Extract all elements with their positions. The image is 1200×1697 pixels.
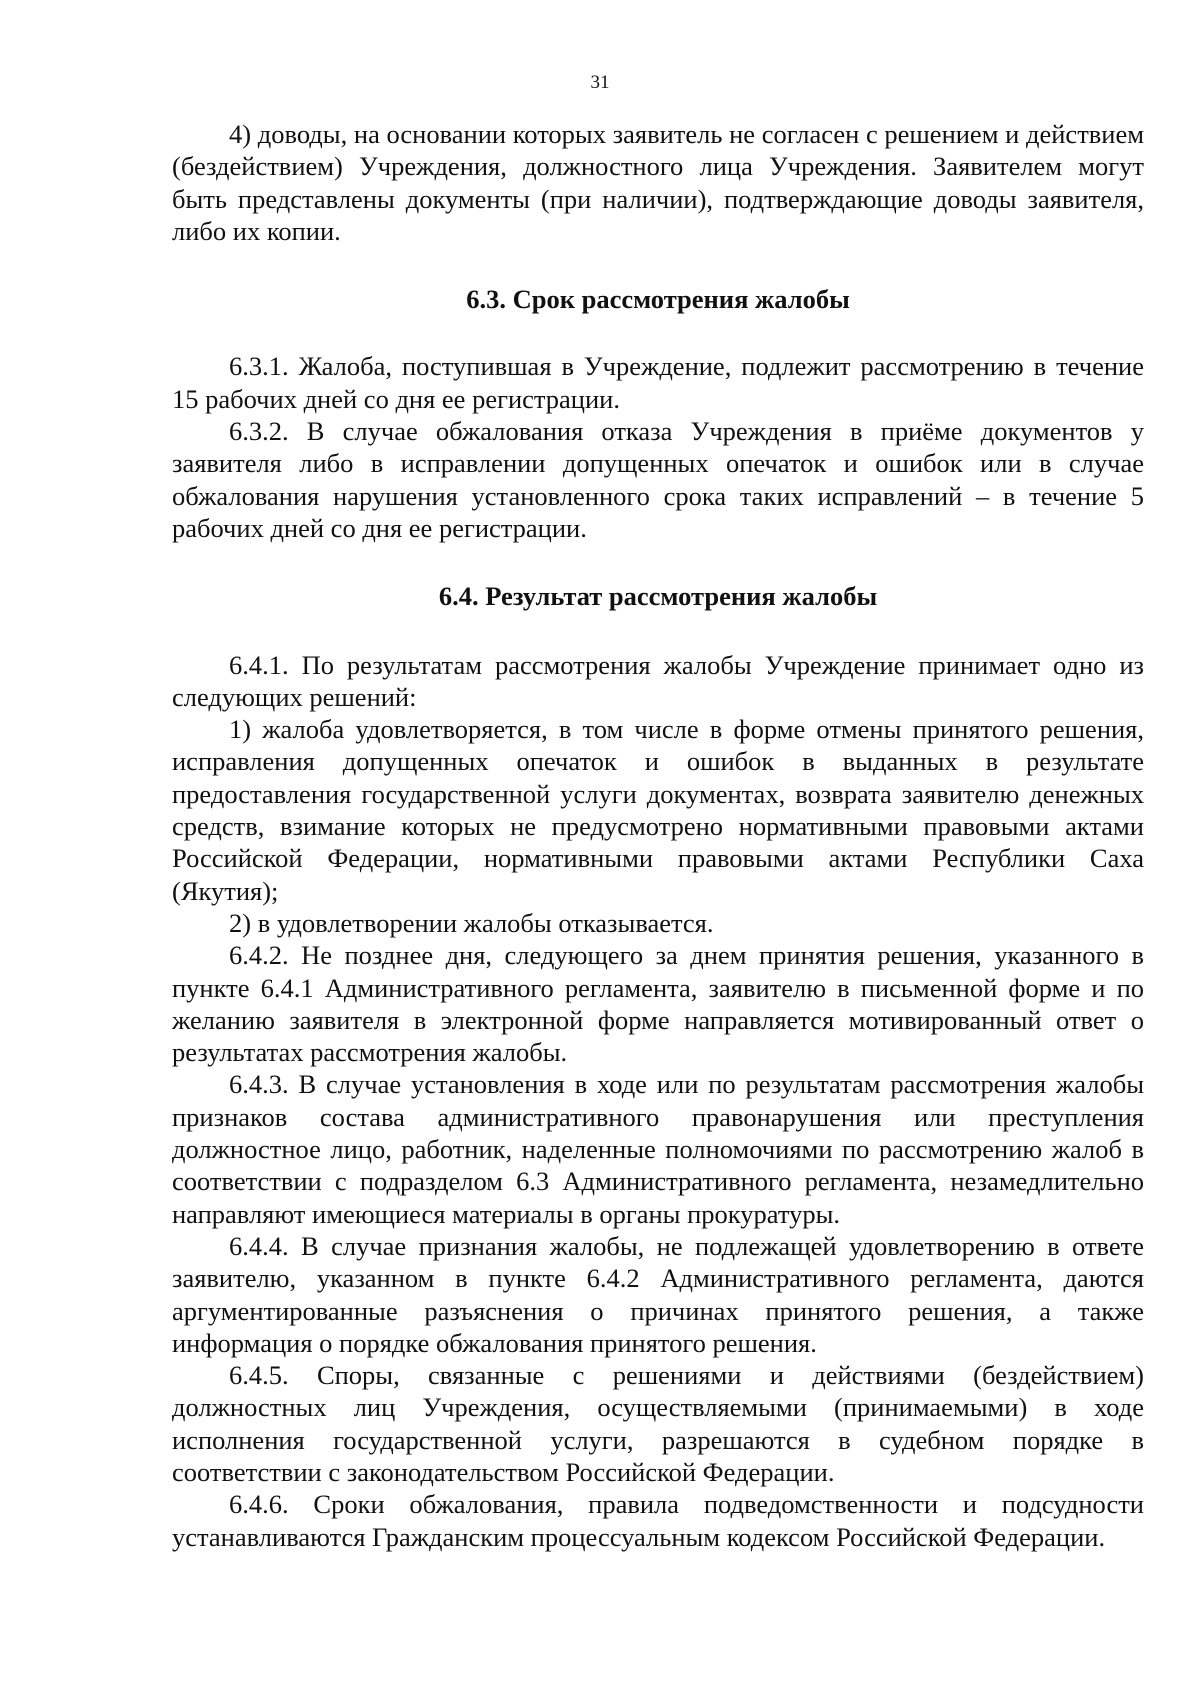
paragraph-6-4-1: 6.4.1. По результатам рассмотрения жалобы Учреждение принимает одно из следующих решений: bbox=[172, 649, 1144, 712]
paragraph-6-4-2: 6.4.2. Не позднее дня, следующего за днем принятия решения, указанного в пункте 6.4.1 Административного регламента, заявителю в письменной форме и по желанию заявителя в электронной форме направляется мотивированный ответ о результатах рассмотрения жалобы. bbox=[172, 940, 1144, 1068]
paragraph-6-4-1-item-1: 1) жалоба удовлетворяется, в том числе в форме отмены принятого решения, исправления допущенных опечаток и ошибок в выданных в результате предоставления государственной услуги документах, возврата заявителю денежных средств, взимание которых не предусмотрено нормативными правовыми актами Российской Федерации, нормативными правовыми актами Республики Саха (Якутия); bbox=[172, 714, 1144, 906]
paragraph-6-4-5: 6.4.5. Споры, связанные с решениями и действиями (бездействием) должностных лиц Учреждения, осуществляемыми (принимаемыми) в ходе исполнения государственной услуги, разрешаются в судебном порядке в соответствии с законодательством Российской Федерации. bbox=[172, 1360, 1144, 1487]
paragraph-6-4-1-item-2: 2) в удовлетворении жалобы отказывается. bbox=[229, 907, 714, 938]
paragraph-6-3-2: 6.3.2. В случае обжалования отказа Учреждения в приёме документов у заявителя либо в исправлении допущенных опечаток и ошибок или в случае обжалования нарушения установленного срока таких исправлений – в течение 5 рабочих дней со дня ее регистрации. bbox=[172, 416, 1144, 543]
paragraph-6-3-1: 6.3.1. Жалоба, поступившая в Учреждение, подлежит рассмотрению в течение 15 рабочих дней со дня ее регистрации. bbox=[172, 351, 1144, 414]
paragraph-6-4-4: 6.4.4. В случае признания жалобы, не подлежащей удовлетворению в ответе заявителю, указанном в пункте 6.4.2 Административного регламента, даются аргументированные разъяснения о причинах принятого решения, а также информация о порядке обжалования принятого решения. bbox=[172, 1230, 1144, 1358]
section-6-4-heading: 6.4. Результат рассмотрения жалобы bbox=[438, 581, 878, 612]
intro-paragraph: 4) доводы, на основании которых заявитель не согласен с решением и действием (бездействием) Учреждения, должностного лица Учреждения. Заявителем могут быть представлены документы (при наличии), подтверждающие доводы заявителя, либо их копии. bbox=[172, 119, 1144, 246]
section-6-3-heading: 6.3. Срок рассмотрения жалобы bbox=[466, 284, 850, 315]
document-body bbox=[172, 118, 1144, 1553]
page-number: 31 bbox=[590, 72, 610, 93]
paragraph-6-4-6: 6.4.6. Сроки обжалования, правила подведомственности и подсудности устанавливаются Гражданским процессуальным кодексом Российской Федерации. bbox=[172, 1489, 1144, 1552]
paragraph-6-4-3: 6.4.3. В случае установления в ходе или по результатам рассмотрения жалобы признаков состава административного правонарушения или преступления должностное лицо, работник, наделенные полномочиями по рассмотрению жалоб в соответствии с подразделом 6.3 Административного регламента, незамедлительно направляют имеющиеся материалы в органы прокуратуры. bbox=[172, 1069, 1144, 1229]
